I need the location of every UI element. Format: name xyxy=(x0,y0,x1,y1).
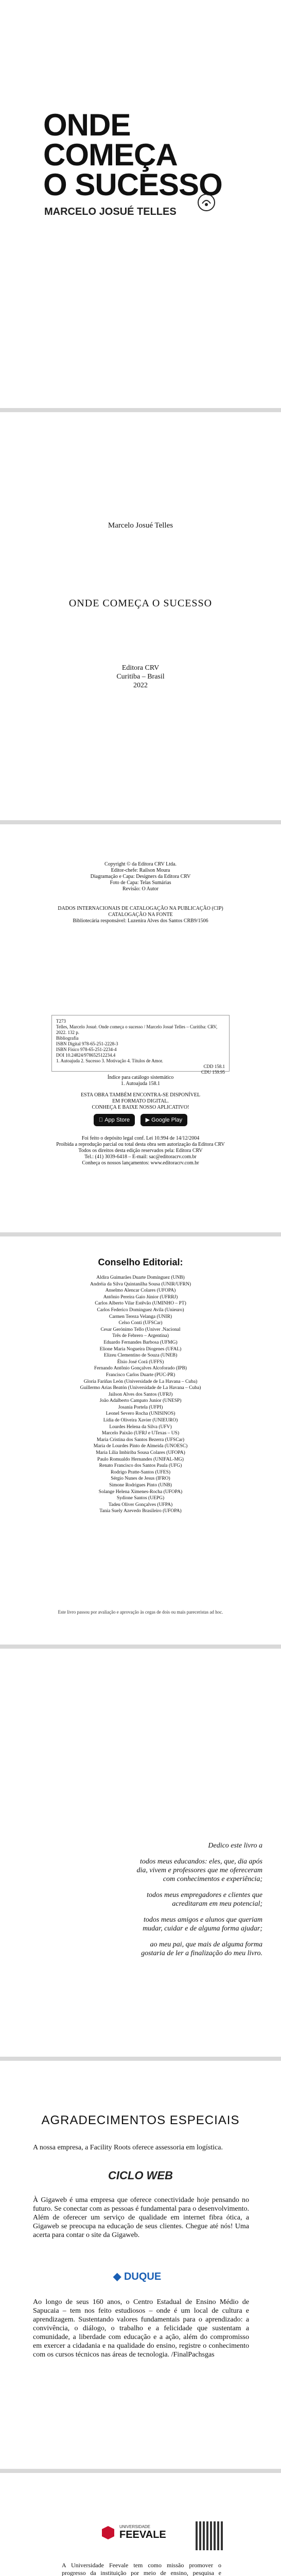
board-member: Gloria Fariñas León (Universidade de La Havana – Cuba) xyxy=(83,1379,198,1384)
qr-code-icon xyxy=(196,2521,224,2550)
ack-paragraph-1: A nossa empresa, a Facility Roots oferece assessoria em logística. xyxy=(33,2144,223,2151)
board-member: Tadeu Oliver Gonçalves (UFPA) xyxy=(108,1502,173,1507)
app-store-label: App Store xyxy=(101,1117,127,1123)
dedication-line: ao meu pai, que mais de alguma forma gostaria de ler a finalização do meu livro. xyxy=(141,1941,262,1957)
feevale-page xyxy=(0,2473,281,2576)
feevale-logo xyxy=(101,2524,166,2541)
editorial-board-page xyxy=(0,1236,281,1645)
title-page-title: ONDE COMEÇA O SUCESSO xyxy=(68,598,213,609)
google-play-label: Google Play xyxy=(148,1117,180,1123)
cat-cdu: CDU 159.95 xyxy=(201,1070,225,1075)
play-icon: ▶ xyxy=(142,1117,147,1123)
board-member: Maria Cristina dos Santos Bezerra (UFSCar) xyxy=(96,1437,185,1443)
google-play-button[interactable] xyxy=(140,1114,187,1126)
feevale-paragraph-1: A Universidade Feevale tem como missão promover o progresso da instituição por meio de ensino, pesquisa e xyxy=(62,2562,221,2576)
credit-line: Revisão: O Autor xyxy=(122,886,159,892)
board-member: Carmen Tereza Velanga (UNIR) xyxy=(109,1314,172,1319)
board-member: Lourdes Helena da Silva (UFV) xyxy=(109,1424,172,1430)
board-member: Elizeu Clementino de Souza (UNEB) xyxy=(103,1353,178,1359)
cover-author: MARCELO JOSUÉ TELLES xyxy=(44,206,177,217)
page-separator xyxy=(0,2469,281,2473)
dedication-page xyxy=(0,1649,281,2057)
ack-paragraph-3: Ao longo de seus 160 anos, o Centro Estadual de Ensino Médio de Sapucaia – tem nos feito estudiosos – onde é um local de cultura e aprendizagem. Sustentando valores fundamentais para o aprendizado: a convivência, o diálogo, o trabalho e a felicidade que sustentam a comunidade, a liberdade com educação e a ação, além do compromisso em exercer a cidadania e na qualidade do ensino, registre o conhecimento com os cursos técnicos nas áreas de tecnologia. /FinalPachsgas xyxy=(33,2298,249,2359)
board-title: Conselho Editorial: xyxy=(98,1257,183,1267)
publisher-city: Curitiba – Brasil xyxy=(116,673,165,681)
cat-code: T273 xyxy=(56,1019,66,1024)
credit-line: Foto de Capa: Telas Sumárias xyxy=(110,880,171,886)
dedication-line: Dedico este livro a xyxy=(208,1842,262,1850)
catalog-card xyxy=(51,1015,230,1075)
cover-title-line-1: ONDE xyxy=(43,108,131,142)
title-page-author: Marcelo Josué Telles xyxy=(108,521,173,530)
board-member: Solange Helena Ximenes-Rocha (UFOPA) xyxy=(98,1489,183,1495)
cover-title-line-2: COMEÇA xyxy=(43,138,178,172)
board-member: Lídia de Oliveira Xavier (UNIEURO) xyxy=(103,1418,178,1423)
credit-line: Editor-chefe: Railson Moura xyxy=(111,868,170,873)
board-list xyxy=(0,1275,281,1515)
copyright-page xyxy=(0,824,281,1232)
duque-shield-icon: ◆ xyxy=(113,2271,121,2282)
dedication-line: todos meus educandos: eles, que, dia após dia, vivem e professores que me ofereceram com conhecimentos e experiência; xyxy=(136,1858,262,1883)
board-member: Tania Suely Azevedo Brasileiro (UFOPA) xyxy=(99,1509,182,1514)
feevale-emblem-icon xyxy=(101,2525,115,2540)
board-member: Rodrigo Pratte-Santos (UFES) xyxy=(110,1469,171,1475)
cat-subjects: 1. Autoajuda 2. Sucesso 3. Motivação 4. Títulos de Amor. xyxy=(56,1058,163,1063)
ack-paragraph-2: À Gigaweb é uma empresa que oferece conectividade hoje pensando no futuro. Se conectar com as pessoas é fundamental para o desenvolvimento. Além de oferecer um serviço de qualidade em internet fibra ótica, a Gigaweb se preocupa na educação de seus clientes. Chegue até nós! Uma acerta para contar o site da Gigaweb. xyxy=(33,2196,249,2239)
board-member: Guillermo Arias Beatón (Universidade de La Havana – Cuba) xyxy=(80,1385,201,1391)
legal-line: Todos os direitos desta edição reservados pela: Editora CRV xyxy=(78,1148,203,1154)
page-separator xyxy=(0,1645,281,1649)
board-member: Fernando Antônio Gonçalves Alcoforado (IPB) xyxy=(94,1366,187,1371)
board-member: Carlos Alberto Vilar Estêvão (UMINHO – PT) xyxy=(95,1301,186,1307)
credit-line: Diagramação e Capa: Designers da Editora CRV xyxy=(90,874,191,879)
ack-title: AGRADECIMENTOS ESPECIAIS xyxy=(41,2113,240,2127)
dedication-text xyxy=(134,1834,262,1965)
board-member: Francisco Carlos Duarte (PUC-PR) xyxy=(106,1372,175,1378)
publisher-logo-icon xyxy=(197,193,216,214)
board-member: Josania Portela (UFPI) xyxy=(118,1404,163,1410)
board-member: Jailson Alves dos Santos (UFRJ) xyxy=(108,1392,173,1397)
board-member: Simone Rodrigues Pinto (UNB) xyxy=(109,1483,172,1488)
board-member: Maria de Lourdes Pinto de Almeida (UNOESC) xyxy=(93,1444,188,1449)
page-separator xyxy=(0,820,281,824)
board-member: Elione Maria Nogueira Diogenes (UFAL) xyxy=(99,1346,182,1352)
board-member: Maria Lília Imbiriba Sousa Colares (UFOPA) xyxy=(96,1450,185,1456)
board-member: Eduardo Fernandes Barbosa (UFMG) xyxy=(103,1340,178,1345)
page-separator xyxy=(0,2057,281,2061)
board-member: Antônio Pereira Gaio Júnior (UFRRJ) xyxy=(103,1294,178,1300)
board-member: Renato Francisco dos Santos Paula (UFG) xyxy=(99,1463,182,1469)
legal-line: Foi feito o depósito legal conf. Lei 10.994 de 14/12/2004 xyxy=(81,1136,200,1141)
cover-title xyxy=(43,110,222,200)
board-member: Anselmo Alencar Colares (UFOPA) xyxy=(105,1288,176,1294)
publisher-name: Editora CRV xyxy=(121,664,160,672)
acknowledgments-page xyxy=(0,2061,281,2469)
digital-notice-line: ESTA OBRA TAMBÉM ENCONTRA-SE DISPONÍVEL xyxy=(80,1092,201,1098)
app-notice: CONHEÇA E BAIXE NOSSO APLICATIVO! xyxy=(92,1105,189,1110)
board-member: João Adalberto Campato Junior (UNESP) xyxy=(99,1398,182,1404)
digital-notice-line: EM FORMATO DIGITAL. xyxy=(112,1098,169,1104)
board-member: Andréia da Silva Quintanilha Sousa (UNIR/UFRN) xyxy=(90,1281,191,1287)
cicloweb-logo: CICLO WEB xyxy=(108,2169,173,2182)
legal-line: Proibida a reprodução parcial ou total desta obra sem autorização da Editora CRV xyxy=(56,1142,225,1147)
cip-title: DADOS INTERNACIONAIS DE CATALOGAÇÃO NA PUBLICAÇÃO (CIP) xyxy=(58,906,223,911)
board-member: Sérgio Nunes de Jesus (IFRO) xyxy=(111,1476,170,1482)
publisher-year: 2022 xyxy=(133,682,148,689)
index-title: Índice para catálogo sistemático xyxy=(107,1075,174,1080)
cover-title-line-3: O SUCESSO xyxy=(43,167,222,202)
dedication-line: todos meus empregadores e clientes que acreditaram em meu potencial; xyxy=(147,1891,262,1908)
page-separator xyxy=(0,408,281,412)
feevale-small-label: UNIVERSIDADE xyxy=(119,2524,151,2529)
board-member: Paulo Romualdo Hernandes (UNIFAL-MG) xyxy=(97,1456,184,1462)
board-member: Aldira Guimarães Duarte Domínguez (UNB) xyxy=(96,1275,185,1280)
board-member: Leonel Severo Rocha (UNISINOS) xyxy=(106,1411,175,1417)
legal-block xyxy=(0,1136,281,1166)
cat-doi: DOI 10.24824/978652512234.4 xyxy=(56,1053,116,1058)
publisher-block xyxy=(0,664,281,690)
legal-line: Tel.: (41) 3039-6418 – E-mail: sac@editoracrv.com.br xyxy=(84,1154,197,1160)
board-member: Celso Conti (UFSCar) xyxy=(118,1320,163,1326)
board-member: Élsio José Corá (UFFS) xyxy=(117,1359,164,1365)
app-store-button[interactable] xyxy=(94,1114,135,1126)
duque-logo-label: DUQUE xyxy=(124,2271,162,2282)
cover-page xyxy=(0,0,281,408)
digital-notice xyxy=(0,1092,281,1126)
feevale-brand-label: FEEVALE xyxy=(119,2529,166,2540)
cat-cdd: CDD 158.1 xyxy=(203,1064,225,1069)
page-separator xyxy=(0,1232,281,1236)
credit-line: Copyright © da Editora CRV Ltda. xyxy=(104,861,177,867)
apple-icon xyxy=(99,1117,103,1123)
index-entry: 1. Autoajuda 158.1 xyxy=(120,1081,161,1087)
dedication-line: todos meus amigos e alunos que queriam mudar, cuidar e de alguma forma ajudar; xyxy=(143,1916,262,1933)
cat-isbn-print: ISBN Físico 978-65-251-2234-4 xyxy=(56,1047,117,1052)
cat-entry: Telles, Marcelo Josué. Onde começa o sucesso / Marcelo Josué Telles – Curitiba: CRV, 2022. 132 p. xyxy=(56,1024,218,1035)
board-member: Três de Febrero – Argentina) xyxy=(112,1333,169,1339)
board-member: Marcelo Paixão (UFRJ e UTexas – US) xyxy=(101,1431,180,1436)
board-member: Cesar Gerónimo Tello (Univer .Nacional xyxy=(100,1327,181,1332)
index-block xyxy=(51,1075,230,1087)
cip-librarian: Bibliotecária responsável: Luzenira Alves dos Santos CRB9/1506 xyxy=(73,918,208,924)
credits-block xyxy=(0,861,281,924)
cat-isbn-digital: ISBN Digital 978-65-251-2228-3 xyxy=(56,1041,118,1046)
board-member: Carlos Federico Dominguez Avila (Unieuro) xyxy=(97,1307,184,1313)
cat-biblio: Bibliografia xyxy=(56,1036,79,1041)
board-footer: Este livro passou por avaliação e aprovação às cegas de dois ou mais pareceristas ad hoc. xyxy=(58,1609,223,1615)
title-page xyxy=(0,412,281,820)
duque-logo xyxy=(113,2270,161,2283)
board-member: Sydione Santos (UEPG) xyxy=(116,1496,165,1501)
legal-line: Conheça os nossos lançamentos: www.editoracrv.com.br xyxy=(82,1160,199,1166)
cip-subtitle: CATALOGAÇÃO NA FONTE xyxy=(108,912,173,918)
